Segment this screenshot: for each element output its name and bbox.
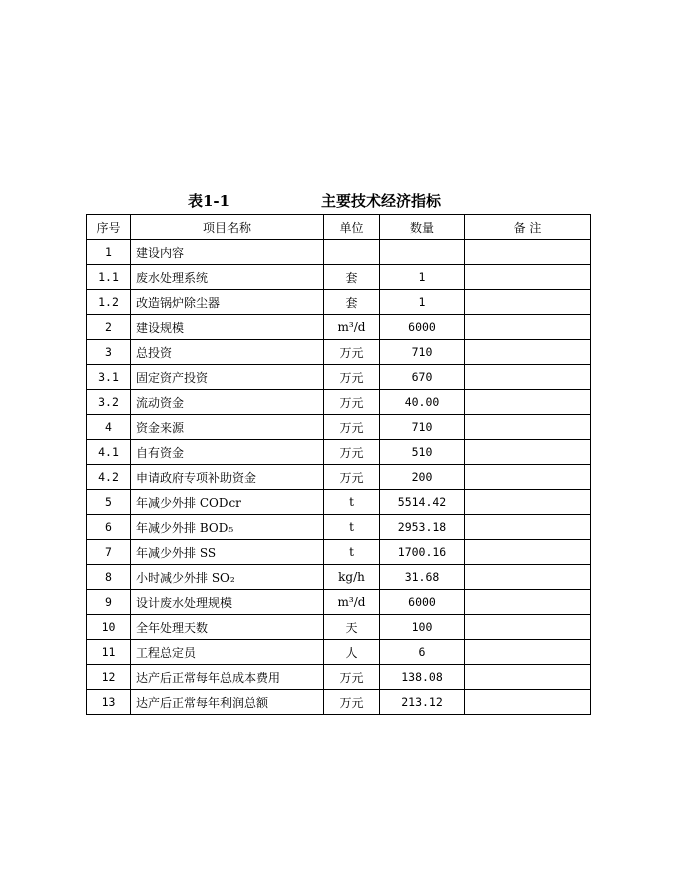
row-qty-cell: 1700.16 — [380, 540, 465, 565]
row-unit-cell: 万元 — [324, 390, 380, 415]
row-name-cell: 建设规模 — [131, 315, 324, 340]
row-name-cell: 达产后正常每年总成本费用 — [131, 665, 324, 690]
row-qty-cell: 138.08 — [380, 665, 465, 690]
row-qty-cell: 710 — [380, 415, 465, 440]
row-note-cell — [465, 690, 591, 715]
table-row — [87, 240, 591, 265]
row-qty-cell: 6 — [380, 640, 465, 665]
row-note-cell — [465, 265, 591, 290]
row-unit-cell: 万元 — [324, 665, 380, 690]
row-no-cell: 8 — [87, 565, 131, 590]
row-note-cell — [465, 490, 591, 515]
row-qty-cell: 5514.42 — [380, 490, 465, 515]
row-unit-cell: 万元 — [324, 340, 380, 365]
row-name-cell: 申请政府专项补助资金 — [131, 465, 324, 490]
row-name-cell: 废水处理系统 — [131, 265, 324, 290]
row-unit-cell: 万元 — [324, 440, 380, 465]
table-title: 主要技术经济指标 — [321, 192, 442, 210]
table-row — [87, 540, 591, 565]
row-note-cell — [465, 415, 591, 440]
row-qty-cell: 670 — [380, 365, 465, 390]
row-qty-cell: 6000 — [380, 590, 465, 615]
row-qty-cell — [380, 240, 465, 265]
row-no-cell: 7 — [87, 540, 131, 565]
row-unit-cell: 万元 — [324, 465, 380, 490]
row-no-cell: 13 — [87, 690, 131, 715]
row-no-cell: 11 — [87, 640, 131, 665]
header-cell-name: 项目名称 — [131, 215, 324, 240]
row-unit-cell: 天 — [324, 615, 380, 640]
header-cell-no: 序号 — [87, 215, 131, 240]
header-cell-qty: 数量 — [380, 215, 465, 240]
row-name-cell: 资金来源 — [131, 415, 324, 440]
table-row — [87, 315, 591, 340]
row-qty-cell: 100 — [380, 615, 465, 640]
row-unit-cell: 万元 — [324, 415, 380, 440]
row-unit-cell: 万元 — [324, 690, 380, 715]
row-note-cell — [465, 390, 591, 415]
header-cell-note: 备 注 — [465, 215, 591, 240]
row-unit-cell: m³/d — [324, 315, 380, 340]
row-name-cell: 小时减少外排 SO₂ — [131, 565, 324, 590]
row-note-cell — [465, 565, 591, 590]
row-note-cell — [465, 315, 591, 340]
row-note-cell — [465, 240, 591, 265]
row-name-cell: 流动资金 — [131, 390, 324, 415]
row-name-cell: 达产后正常每年利润总额 — [131, 690, 324, 715]
table-row — [87, 615, 591, 640]
table-row — [87, 665, 591, 690]
table-row — [87, 390, 591, 415]
row-note-cell — [465, 640, 591, 665]
row-note-cell — [465, 440, 591, 465]
table-row — [87, 365, 591, 390]
row-qty-cell: 213.12 — [380, 690, 465, 715]
table-row — [87, 640, 591, 665]
table-row — [87, 590, 591, 615]
table-caption — [0, 190, 680, 212]
table-row — [87, 465, 591, 490]
row-qty-cell: 6000 — [380, 315, 465, 340]
row-no-cell: 1 — [87, 240, 131, 265]
row-name-cell: 年减少外排 BOD₅ — [131, 515, 324, 540]
row-unit-cell: 人 — [324, 640, 380, 665]
table-number: 表1-1 — [188, 192, 231, 210]
row-note-cell — [465, 590, 591, 615]
table-row — [87, 515, 591, 540]
row-note-cell — [465, 365, 591, 390]
row-name-cell: 年减少外排 CODcr — [131, 490, 324, 515]
row-unit-cell: m³/d — [324, 590, 380, 615]
row-note-cell — [465, 515, 591, 540]
row-name-cell: 建设内容 — [131, 240, 324, 265]
row-name-cell: 设计废水处理规模 — [131, 590, 324, 615]
table-row — [87, 340, 591, 365]
row-qty-cell: 510 — [380, 440, 465, 465]
row-name-cell: 全年处理天数 — [131, 615, 324, 640]
row-no-cell: 12 — [87, 665, 131, 690]
row-qty-cell: 40.00 — [380, 390, 465, 415]
row-unit-cell: t — [324, 540, 380, 565]
row-unit-cell: 万元 — [324, 365, 380, 390]
row-no-cell: 3.1 — [87, 365, 131, 390]
row-note-cell — [465, 290, 591, 315]
row-qty-cell: 2953.18 — [380, 515, 465, 540]
table-row — [87, 490, 591, 515]
table-header-row — [87, 215, 591, 240]
row-no-cell: 5 — [87, 490, 131, 515]
row-no-cell: 4.2 — [87, 465, 131, 490]
row-qty-cell: 1 — [380, 265, 465, 290]
row-no-cell: 10 — [87, 615, 131, 640]
row-unit-cell: 套 — [324, 290, 380, 315]
row-no-cell: 3 — [87, 340, 131, 365]
row-no-cell: 4 — [87, 415, 131, 440]
row-no-cell: 4.1 — [87, 440, 131, 465]
row-no-cell: 3.2 — [87, 390, 131, 415]
row-name-cell: 改造锅炉除尘器 — [131, 290, 324, 315]
row-note-cell — [465, 340, 591, 365]
row-qty-cell: 1 — [380, 290, 465, 315]
row-name-cell: 自有资金 — [131, 440, 324, 465]
table-row — [87, 690, 591, 715]
row-unit-cell — [324, 240, 380, 265]
row-name-cell: 年减少外排 SS — [131, 540, 324, 565]
row-name-cell: 固定资产投资 — [131, 365, 324, 390]
row-qty-cell: 710 — [380, 340, 465, 365]
table-row — [87, 440, 591, 465]
row-unit-cell: kg/h — [324, 565, 380, 590]
row-note-cell — [465, 465, 591, 490]
table-row — [87, 565, 591, 590]
row-note-cell — [465, 615, 591, 640]
row-unit-cell: 套 — [324, 265, 380, 290]
row-name-cell: 工程总定员 — [131, 640, 324, 665]
indicators-table — [86, 214, 591, 715]
row-qty-cell: 200 — [380, 465, 465, 490]
table-body — [87, 240, 591, 715]
table-row — [87, 265, 591, 290]
row-no-cell: 2 — [87, 315, 131, 340]
row-qty-cell: 31.68 — [380, 565, 465, 590]
row-unit-cell: t — [324, 515, 380, 540]
row-no-cell: 1.1 — [87, 265, 131, 290]
table-row — [87, 290, 591, 315]
row-no-cell: 1.2 — [87, 290, 131, 315]
row-no-cell: 9 — [87, 590, 131, 615]
row-no-cell: 6 — [87, 515, 131, 540]
header-cell-unit: 单位 — [324, 215, 380, 240]
row-name-cell: 总投资 — [131, 340, 324, 365]
row-unit-cell: t — [324, 490, 380, 515]
table-row — [87, 415, 591, 440]
row-note-cell — [465, 540, 591, 565]
row-note-cell — [465, 665, 591, 690]
